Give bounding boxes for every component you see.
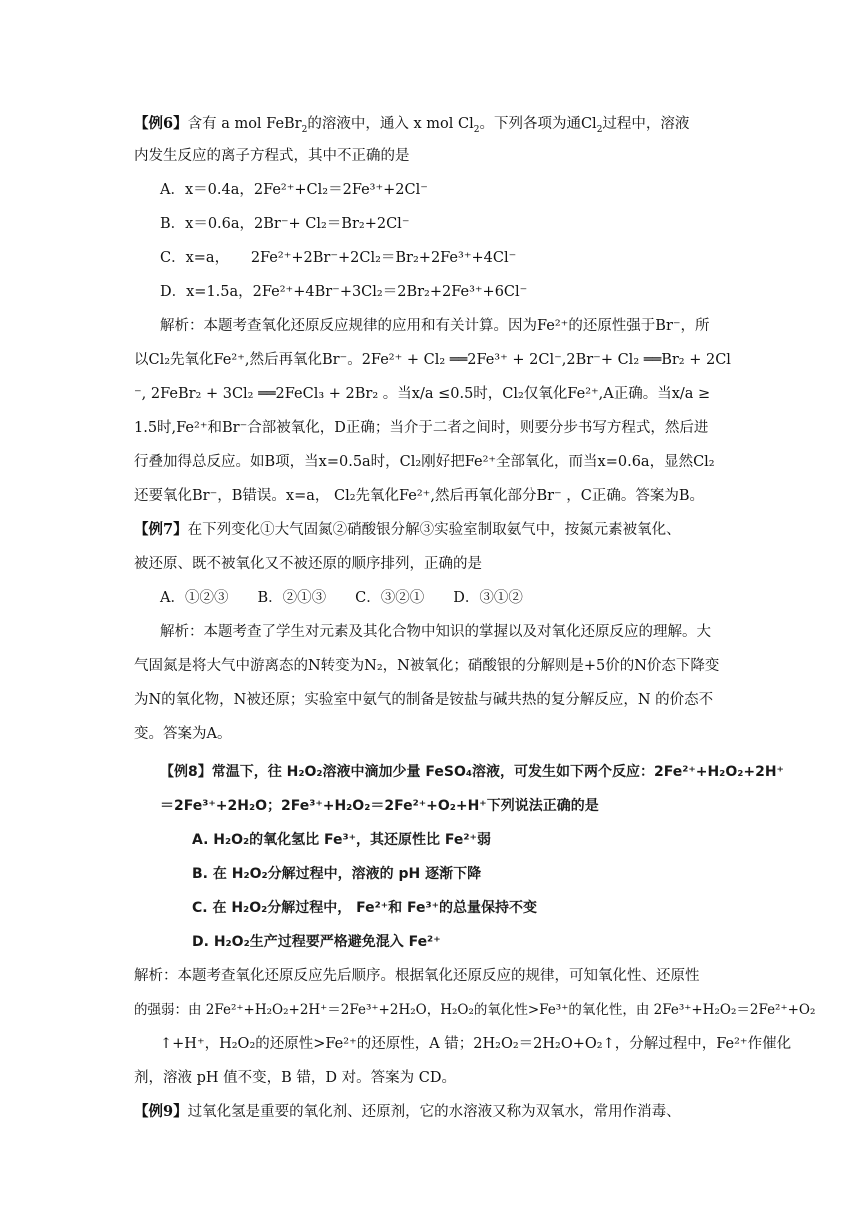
analysis-line: 为N的氧化物，N被还原；实验室中氨气的制备是铵盐与碱共热的复分解反应，N 的价态不 (134, 692, 714, 708)
text: 常温下，往 H₂O₂溶液中滴加少量 FeSO₄溶液，可发生如下两个反应：2Fe²⁺+H₂O₂+2H⁺ (211, 764, 784, 780)
analysis-line: 变。答案为A。 (134, 726, 232, 742)
text: 在下列变化①大气固氮②硝酸银分解③实验室制取氨气中，按氮元素被氧化、 (187, 522, 681, 538)
option-c: C．x=a， 2Fe²⁺+2Br⁻+2Cl₂＝Br₂+2Fe³⁺+4Cl⁻ (160, 250, 517, 266)
option-d: D．x=1.5a，2Fe²⁺+4Br⁻+3Cl₂＝2Br₂+2Fe³⁺+6Cl⁻ (160, 284, 528, 300)
example-7-line-2: 被还原、既不被氧化又不被还原的顺序排列，正确的是 (134, 556, 482, 572)
example-9-line-1 (134, 1102, 681, 1122)
text: 的溶液中，通入 x mol Cl (307, 116, 474, 132)
example-8-line-1 (160, 762, 784, 782)
analysis-line: 的强弱：由 2Fe²⁺+H₂O₂+2H⁺＝2Fe³⁺+2H₂O，H₂O₂的氧化性>Fe³⁺的氧化性，由 2Fe³⁺+H₂O₂＝2Fe²⁺+O₂ (134, 1002, 816, 1018)
option-b: B. 在 H₂O₂分解过程中，溶液的 pH 逐渐下降 (192, 866, 482, 882)
analysis-line: 行叠加得总反应。如B项，当x=0.5a时，Cl₂刚好把Fe²⁺全部氧化，而当x=0.6a，显然Cl₂ (134, 454, 715, 470)
analysis-line: ↑+H⁺，H₂O₂的还原性>Fe²⁺的还原性，A 错；2H₂O₂＝2H₂O+O₂↑，分解过程中，Fe²⁺作催化 (160, 1036, 792, 1052)
example-6-line-1: 【例6】含有 a mol FeBr$_2$的溶液中，通入 x mol $Cl_2$。下列各项为通$Cl_2$过程中，溶液 (134, 115, 690, 135)
example-9-tag: 【例9】 (134, 1103, 188, 1120)
analysis-line: 解析：本题考查氧化还原反应规律的应用和有关计算。因为Fe²⁺的还原性强于Br⁻，所 (160, 318, 710, 334)
option-d: D. H₂O₂生产过程要严格避免混入 Fe²⁺ (192, 934, 441, 950)
option-c: C. 在 H₂O₂分解过程中， Fe²⁺和 Fe³⁺的总量保持不变 (192, 900, 537, 916)
example-7-line-1 (134, 520, 681, 540)
option-a: A．x＝0.4a，2Fe²⁺+Cl₂＝2Fe³⁺+2Cl⁻ (160, 182, 428, 198)
text: 过程中，溶液 (602, 116, 690, 132)
example-7-options: A．①②③ B．②①③ C．③②① D．③①② (160, 590, 523, 606)
example-7-tag: 【例7】 (134, 521, 188, 538)
analysis-line: 气固氮是将大气中游离态的N转变为N₂，N被氧化；硝酸银的分解则是+5价的N价态下降变 (134, 658, 720, 674)
example-6-line-2: 内发生反应的离子方程式，其中不正确的是 (134, 148, 410, 164)
example-8-tag: 【例8】 (160, 764, 212, 780)
analysis-line: 还要氧化Br⁻，B错误。x=a， Cl₂先氧化Fe²⁺,然后再氧化部分Br⁻ ，C正确。答案为B。 (134, 488, 705, 504)
analysis-line: 1.5时,Fe²⁺和Br⁻合部被氧化，D正确；当介于二者之间时，则要分步书写方程式，然后进 (134, 420, 709, 436)
analysis-line: ⁻, 2FeBr₂ + 3Cl₂ ══2FeCl₃ + 2Br₂ 。当x/a ≤0.5时，Cl₂仅氧化Fe²⁺,A正确。当x/a ≥ (134, 386, 711, 402)
text: 含有 a mol FeBr (187, 116, 302, 132)
example-6-tag: 【例6】 (134, 115, 188, 132)
analysis-line: 解析：本题考查了学生对元素及其化合物中知识的掌握以及对氧化还原反应的理解。大 (160, 624, 711, 640)
text: 。下列各项为通Cl (479, 116, 597, 132)
analysis-line: 以Cl₂先氧化Fe²⁺,然后再氧化Br⁻。2Fe²⁺ + Cl₂ ══2Fe³⁺ + 2Cl⁻,2Br⁻+ Cl₂ ══Br₂ + 2Cl (134, 352, 731, 368)
example-8-line-2: ＝2Fe³⁺+2H₂O；2Fe³⁺+H₂O₂＝2Fe²⁺+O₂+H⁺下列说法正确的是 (160, 798, 599, 814)
option-b: B．x＝0.6a，2Br⁻+ Cl₂＝Br₂+2Cl⁻ (160, 216, 410, 232)
analysis-line: 解析：本题考查氧化还原反应先后顺序。根据氧化还原反应的规律，可知氧化性、还原性 (134, 968, 700, 984)
option-a: A. H₂O₂的氧化氢比 Fe³⁺，其还原性比 Fe²⁺弱 (192, 832, 491, 848)
analysis-line: 剂，溶液 pH 值不变，B 错，D 对。答案为 CD。 (134, 1070, 456, 1086)
text: 过氧化氢是重要的氧化剂、还原剂，它的水溶液又称为双氧水，常用作消毒、 (187, 1104, 681, 1120)
